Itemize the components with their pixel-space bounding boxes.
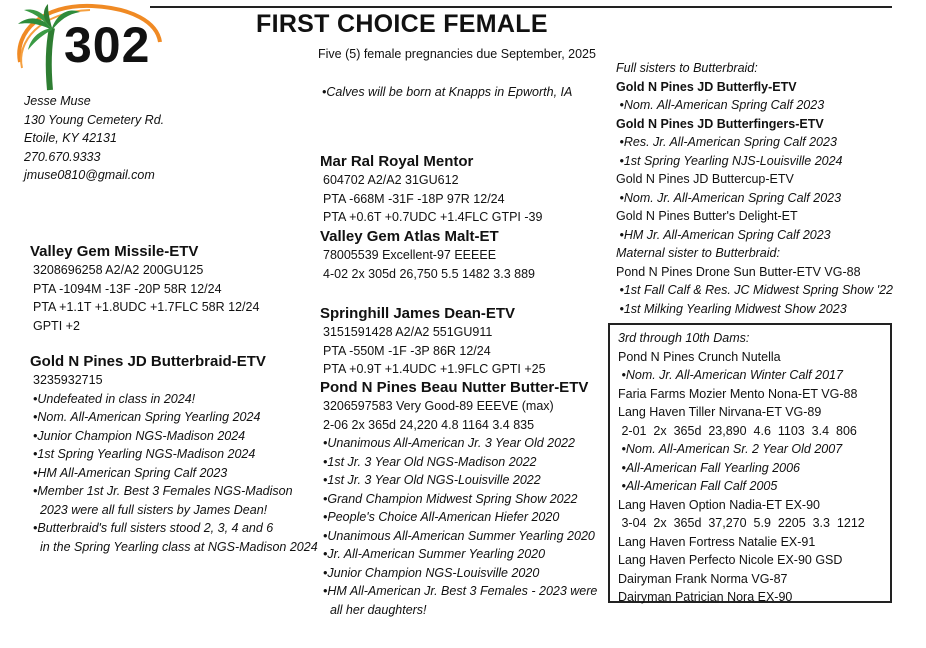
mentor-details [323,171,542,227]
atlas-block [320,228,499,245]
sister-line: Gold N Pines JD Butterfingers-ETV [616,116,824,131]
sister-line: •1st Fall Calf & Res. JC Midwest Spring Show '22 [616,283,894,297]
dam-line: Dairyman Patrician Nora EX-90 [618,590,793,604]
achievement-item: •1st Spring Yearling NGS-Madison 2024 [33,447,256,461]
dam-line: 3-04 2x 365d 37,270 5.9 2205 3.3 1212 [618,516,865,530]
dam-line: Lang Haven Tiller Nirvana-ET VG-89 [618,405,822,419]
page-title: FIRST CHOICE FEMALE [256,10,548,38]
dam-block [30,353,266,370]
dam-line: Lang Haven Fortress Natalie EX-91 [618,534,816,549]
contact-address: 130 Young Cemetery Rd. [24,112,165,127]
james-dean-line: PTA +0.9T +1.4UDC +1.9FLC GPTI +25 [323,362,546,376]
achievement-item: in the Spring Yearling class at NGS-Madison 2024 [33,539,318,554]
dam-line: Pond N Pines Crunch Nutella [618,349,781,364]
achievement-item: •1st Jr. 3 Year Old NGS-Madison 2022 [323,454,537,469]
header-rule [150,6,892,8]
achievement-item: •Grand Champion Midwest Spring Show 2022 [323,491,578,506]
mentor-name: Mar Ral Royal Mentor [320,153,474,170]
james-dean-name: Springhill James Dean-ETV [320,305,516,322]
achievement-item: •Junior Champion NGS-Louisville 2020 [323,565,540,580]
dam-line: Lang Haven Perfecto Nicole EX-90 GSD [618,553,843,567]
dam-line: 3rd through 10th Dams: [618,331,750,345]
achievement-item: •1st Jr. 3 Year Old NGS-Louisville 2022 [323,473,541,487]
achievement-item: •Unanimous All-American Jr. 3 Year Old 2022 [323,436,575,450]
dam-details [33,371,318,556]
sister-line: Pond N Pines Drone Sun Butter-ETV VG-88 [616,264,861,279]
contact-email: jmuse0810@gmail.com [24,168,155,182]
achievement-item: all her daughters! [323,602,427,617]
atlas-name: Valley Gem Atlas Malt-ET [320,228,499,245]
page-subtitle: Five (5) female pregnancies due September, 2025 [318,47,596,61]
james-dean-details [323,323,546,379]
sisters-block [616,59,893,318]
beau-line: 2-06 2x 365d 24,220 4.8 1164 3.4 835 [323,417,535,432]
dams-block [618,329,865,607]
achievement-item: •Butterbraid's full sisters stood 2, 3, 4 and 6 [33,521,274,535]
james-dean-line: 3151591428 A2/A2 551GU911 [323,325,493,339]
achievement-item: 2023 were all full sisters by James Dean! [33,502,268,517]
beau-line: 3206597583 Very Good-89 EEEVE (max) [323,399,554,413]
sire-line: PTA +1.1T +1.8UDC +1.7FLC 58R 12/24 [33,300,260,314]
sire-line: 3208696258 A2/A2 200GU125 [33,263,204,277]
logo-number: 302 [64,17,151,73]
sister-line: Gold N Pines JD Buttercup-ETV [616,172,794,186]
sister-line: •1st Milking Yearling Midwest Show 2023 [616,301,847,316]
sister-line: •HM Jr. All-American Spring Calf 2023 [616,227,831,242]
beau-name: Pond N Pines Beau Nutter Butter-ETV [320,379,589,396]
sister-line: •Nom. All-American Spring Calf 2023 [616,98,825,112]
achievement-item: •Member 1st Jr. Best 3 Females NGS-Madison [33,484,293,498]
logo [12,2,162,92]
sire-block [30,243,198,260]
sister-line: •1st Spring Yearling NJS-Louisville 2024 [616,153,843,168]
beau-block [320,379,588,396]
dam-line: •Nom. All-American Sr. 2 Year Old 2007 [618,442,843,456]
sire-details [33,261,259,335]
achievement-item: •People's Choice All-American Hiefer 2020 [323,510,560,524]
james-dean-line: PTA -550M -1F -3P 86R 12/24 [323,343,491,358]
atlas-details [323,246,535,283]
sister-line: •Nom. Jr. All-American Spring Calf 2023 [616,190,842,205]
contact-city: Etoile, KY 42131 [24,131,117,145]
sister-line: •Res. Jr. All-American Spring Calf 2023 [616,135,837,149]
achievement-item: •Nom. All-American Spring Yearling 2024 [33,410,261,424]
achievement-item: •HM All-American Spring Calf 2023 [33,465,228,480]
dam-line: Lang Haven Option Nadia-ET EX-90 [618,497,820,512]
contact-phone: 270.670.9333 [24,149,101,164]
sister-line: Gold N Pines JD Butterfly-ETV [616,79,797,94]
dam-line: •All-American Fall Calf 2005 [618,479,778,493]
sire-line: PTA -1094M -13F -20P 58R 12/24 [33,281,222,296]
dam-name: Gold N Pines JD Butterbraid-ETV [30,353,266,370]
atlas-line: 78005539 Excellent-97 EEEEE [323,248,497,262]
dam-line: 2-01 2x 365d 23,890 4.6 1103 3.4 806 [618,423,857,438]
sister-line: Gold N Pines Butter's Delight-ET [616,209,798,223]
achievement-item: •HM All-American Jr. Best 3 Females - 2023 were [323,584,598,598]
deandean-block [320,305,515,322]
sister-line: Maternal sister to Butterbraid: [616,246,780,260]
dam-line: Dairyman Frank Norma VG-87 [618,571,788,586]
mentor-block [320,153,473,170]
dam-id: 3235932715 [33,373,103,387]
sire-name: Valley Gem Missile-ETV [30,243,199,260]
atlas-line: 4-02 2x 305d 26,750 5.5 1482 3.3 889 [323,266,535,281]
achievement-item: •Unanimous All-American Summer Yearling 2020 [323,528,595,543]
contact-name: Jesse Muse [24,94,91,108]
birth-note: •Calves will be born at Knapps in Epworth, IA [322,85,573,99]
contact-block [24,92,164,185]
beau-details [323,397,597,619]
dam-line: Faria Farms Mozier Mento Nona-ET VG-88 [618,386,858,401]
sister-line: Full sisters to Butterbraid: [616,61,758,75]
sire-line: GPTI +2 [33,318,80,333]
mentor-line: 604702 A2/A2 31GU612 [323,173,459,187]
mentor-line: PTA -668M -31F -18P 97R 12/24 [323,191,505,206]
achievement-item: •Jr. All-American Summer Yearling 2020 [323,547,546,561]
mentor-line: PTA +0.6T +0.7UDC +1.4FLC GTPI -39 [323,210,543,224]
dam-line: •All-American Fall Yearling 2006 [618,460,801,475]
achievement-item: •Junior Champion NGS-Madison 2024 [33,428,246,443]
achievement-item: •Undefeated in class in 2024! [33,391,196,406]
dam-line: •Nom. Jr. All-American Winter Calf 2017 [618,368,843,382]
